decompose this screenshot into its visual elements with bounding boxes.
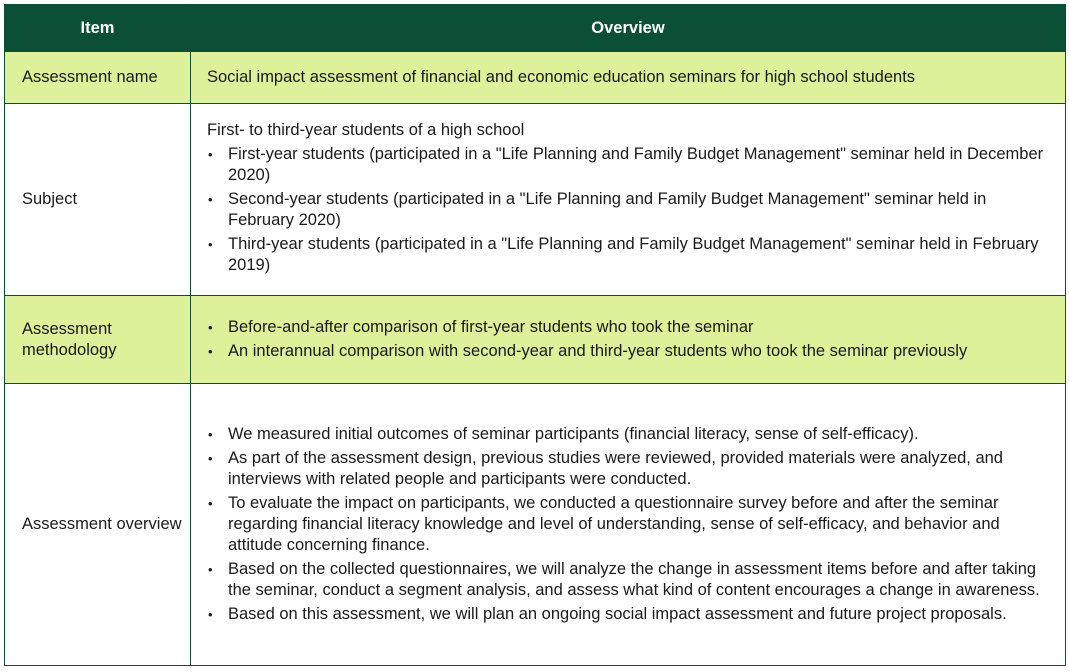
- list-item: • Third-year students (participated in a "Life Planning and Family Budget Management" seminar held in February 2019): [207, 234, 1053, 276]
- header-item: Item: [5, 5, 191, 52]
- list-item: • Based on this assessment, we will plan an ongoing social impact assessment and future project proposals.: [207, 604, 1053, 625]
- row-methodology: [5, 296, 1066, 384]
- subject-list: [207, 144, 1053, 276]
- list-item: • As part of the assessment design, previous studies were reviewed, provided materials were analyzed, and interviews with related people and participants were conducted.: [207, 448, 1053, 490]
- row-assessment-name: [5, 52, 1066, 104]
- subject-intro: First- to third-year students of a high school: [207, 121, 525, 139]
- list-item: • To evaluate the impact on participants, we conducted a questionnaire survey before and after the seminar regarding financial literacy knowledge and level of understanding, sense of self-efficacy, and behavior and attitude concerning finance.: [207, 493, 1053, 556]
- row-label: Subject: [5, 104, 191, 296]
- row-assessment-overview: [5, 384, 1066, 666]
- row-label: Assessment methodology: [5, 296, 191, 384]
- overview-list: [207, 424, 1053, 625]
- row-subject: [5, 104, 1066, 296]
- list-item: • An interannual comparison with second-year and third-year students who took the seminar previously: [207, 341, 1053, 362]
- methodology-content: [191, 296, 1066, 384]
- row-label: Assessment overview: [5, 384, 191, 666]
- subject-content: [191, 104, 1066, 296]
- overview-content: [191, 384, 1066, 666]
- methodology-list: [207, 317, 1053, 362]
- header-overview: Overview: [191, 5, 1066, 52]
- list-item: • Based on the collected questionnaires, we will analyze the change in assessment items before and after taking the seminar, conduct a segment analysis, and assess what kind of content encourages a change in awareness.: [207, 559, 1053, 601]
- list-item: • Before-and-after comparison of first-year students who took the seminar: [207, 317, 1053, 338]
- row-label: Assessment name: [5, 52, 191, 104]
- assessment-name-text: Social impact assessment of financial and economic education seminars for high school students: [191, 52, 1066, 104]
- header-row: [5, 5, 1066, 52]
- list-item: • First-year students (participated in a "Life Planning and Family Budget Management" seminar held in December 2020): [207, 144, 1053, 186]
- list-item: • We measured initial outcomes of seminar participants (financial literacy, sense of self-efficacy).: [207, 424, 1053, 445]
- overview-table: [4, 4, 1066, 666]
- list-item: • Second-year students (participated in a "Life Planning and Family Budget Management" seminar held in February 2020): [207, 189, 1053, 231]
